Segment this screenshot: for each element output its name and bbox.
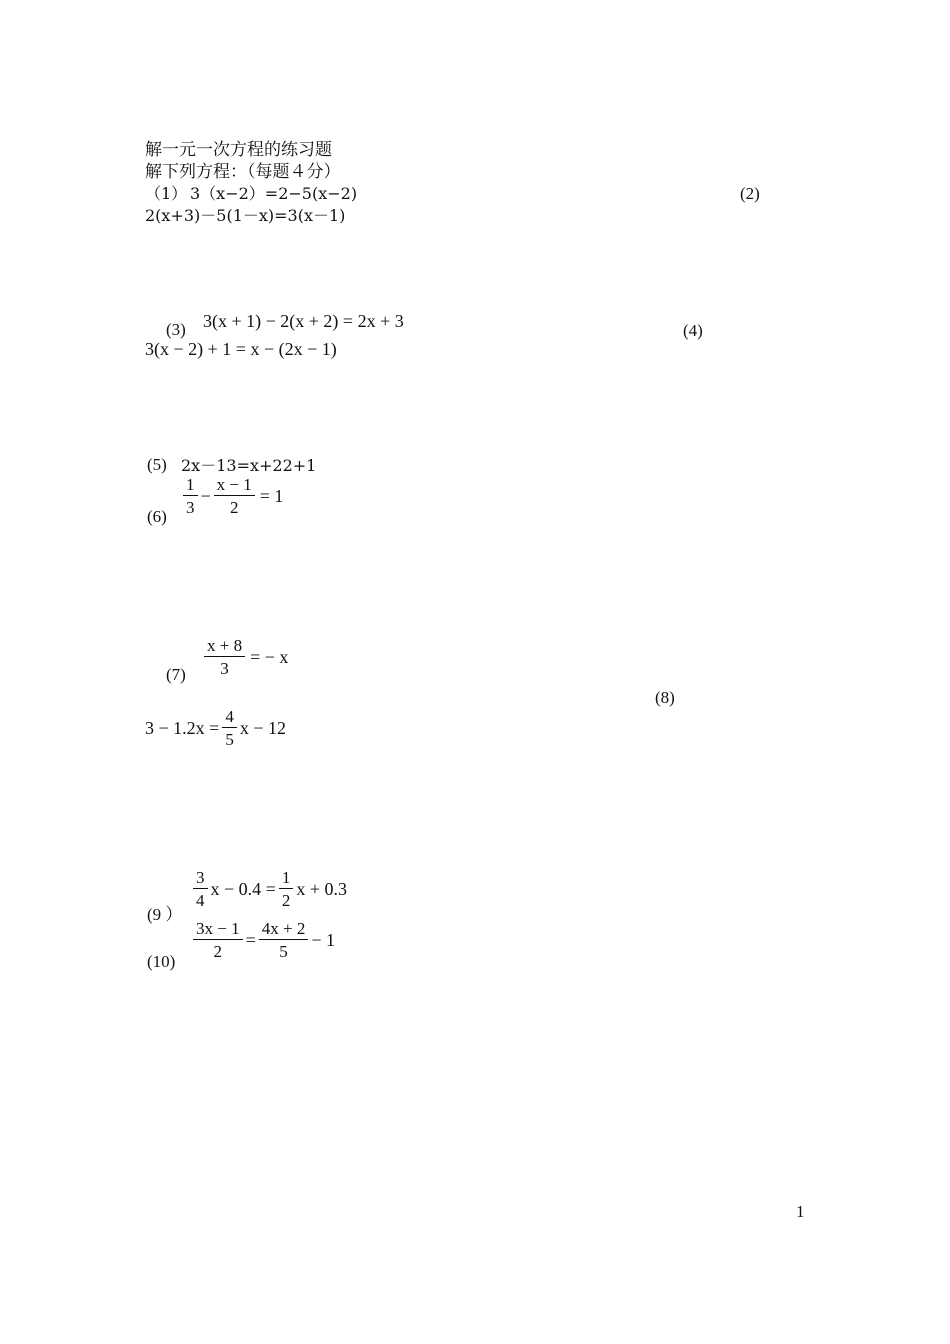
problem-3-label: (3): [166, 320, 186, 339]
middle-term: x − 0.4 =: [210, 878, 276, 899]
denominator: 2: [229, 498, 239, 517]
fraction: [193, 919, 243, 961]
left-hand-side: 3 − 1.2x =: [145, 717, 220, 738]
denominator: 4: [196, 891, 205, 910]
numerator: 1: [279, 868, 294, 889]
problem-2-label: (2): [740, 184, 760, 203]
right-hand-side: x + 0.3: [296, 878, 347, 899]
fraction: [183, 475, 198, 517]
problem-7-label: (7): [166, 665, 186, 684]
worksheet-title: 解一元一次方程的练习题: [145, 140, 332, 160]
fraction: [214, 475, 255, 517]
problem-8-label: (8): [655, 688, 675, 707]
problem-8-equation: [145, 707, 286, 749]
problem-9-equation: [190, 868, 347, 910]
numerator: 1: [183, 475, 198, 496]
problem-9-label: (9 ）: [147, 905, 183, 924]
page-number: 1: [796, 1202, 805, 1221]
numerator: 3x − 1: [193, 919, 243, 940]
right-hand-side: x − 12: [239, 717, 286, 738]
right-hand-side: − 1: [311, 929, 335, 950]
operator: −: [200, 485, 211, 506]
fraction: [222, 707, 237, 749]
fraction: [279, 868, 294, 910]
denominator: 5: [225, 730, 234, 749]
numerator: 3: [193, 868, 208, 889]
problem-4-equation: 3(x − 2) + 1 = x − (2x − 1): [145, 339, 337, 359]
problem-6-equation: [180, 475, 283, 517]
problem-3-equation: 3(x + 1) − 2(x + 2) = 2x + 3: [203, 311, 404, 331]
right-hand-side: = − x: [250, 646, 289, 667]
denominator: 3: [220, 659, 229, 678]
numerator: 4x + 2: [259, 919, 309, 940]
problem-5-equation: 2x－13=x+22+1: [181, 456, 317, 475]
problem-10-equation: [190, 919, 335, 961]
problem-4-label: (4): [683, 321, 703, 340]
problem-2-equation: 2(x+3)－5(1－x)=3(x－1): [145, 206, 346, 225]
problem-5-label: (5): [147, 455, 167, 474]
equals-sign: =: [245, 929, 256, 950]
problem-10-label: (10): [147, 952, 176, 971]
numerator: 4: [222, 707, 237, 728]
fraction: [259, 919, 309, 961]
denominator: 2: [281, 891, 291, 910]
problem-6-label: (6): [147, 507, 167, 526]
denominator: 5: [279, 942, 288, 961]
instruction-text: 解下列方程：（每题４分）: [145, 162, 341, 182]
problem-1-equation: 3（x−2）=2−5(x−2): [190, 184, 358, 203]
fraction: [204, 636, 245, 678]
problem-7-equation: [201, 636, 288, 678]
numerator: x + 8: [204, 636, 245, 657]
denominator: 2: [213, 942, 223, 961]
denominator: 3: [186, 498, 195, 517]
numerator: x − 1: [214, 475, 255, 496]
fraction: [193, 868, 208, 910]
right-hand-side: = 1: [259, 485, 284, 506]
problem-1-label: （1）: [145, 184, 188, 203]
